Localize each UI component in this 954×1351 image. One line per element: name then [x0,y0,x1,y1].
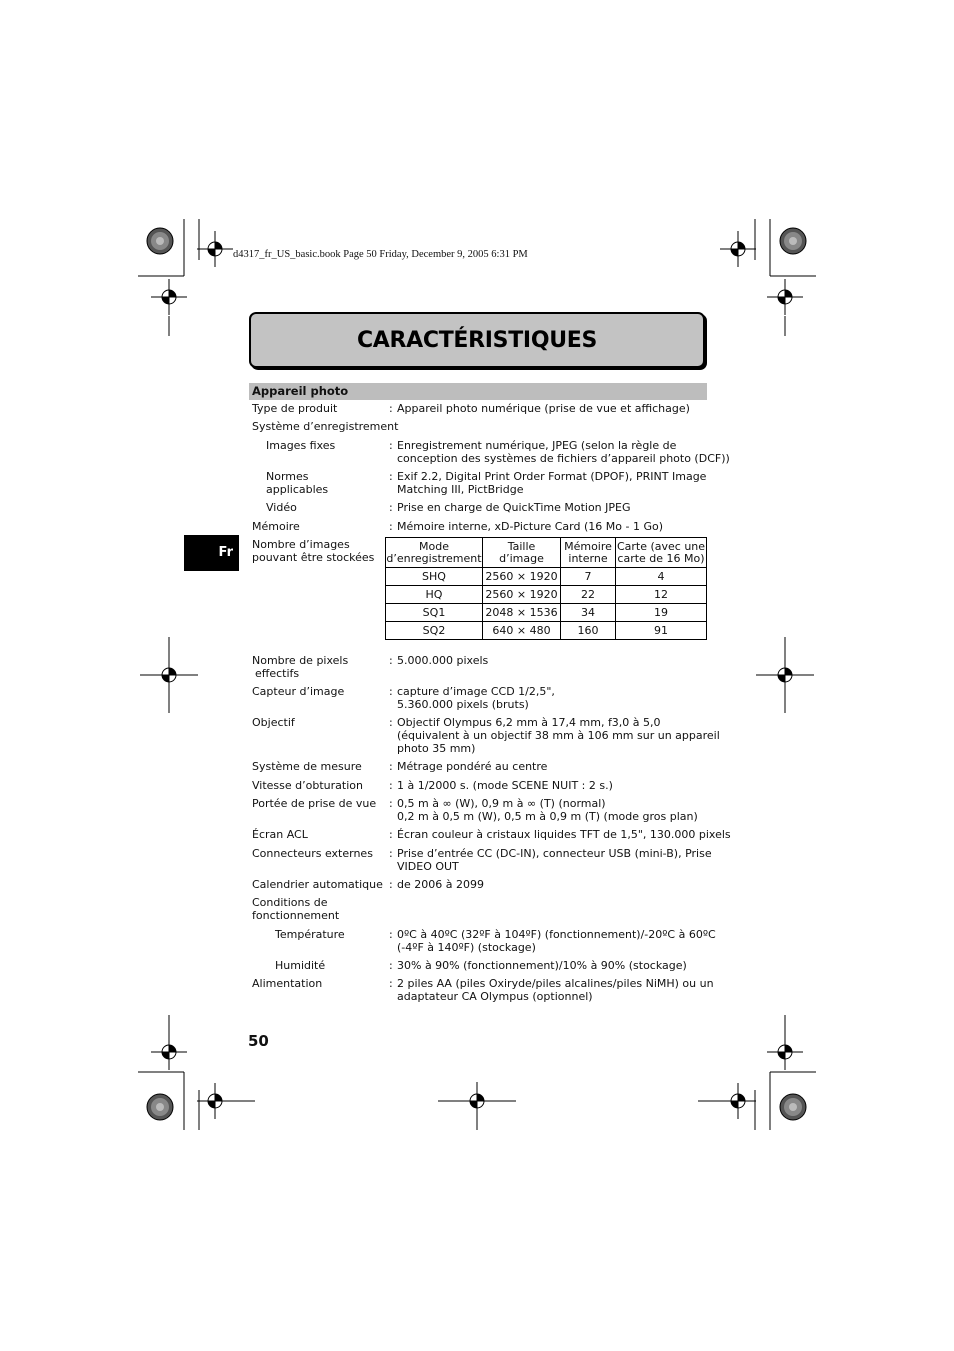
spec-label-humidite: Humidité [275,959,326,972]
spec-label-line: applicables [266,483,329,496]
table-row [386,568,707,586]
colon: : [389,847,393,860]
language-tab-label: Fr [218,545,233,560]
spec-label-temperature: Température [275,928,345,941]
colon: : [389,470,393,483]
table-row [386,622,707,640]
spec-value-humidite: 30% à 90% (fonctionnement)/10% à 90% (stockage) [397,959,687,972]
spec-label-calendrier: Calendrier automatique [252,878,383,891]
page-title: CARACTÉRISTIQUES [356,327,598,353]
colon: : [389,402,393,415]
spec-value-pixels: 5.000.000 pixels [397,654,489,667]
spec-value-line: Prise d’entrée CC (DC-IN), connecteur USB (mini-B), Prise [397,847,712,860]
spec-value-portee [397,797,698,823]
spec-value-calendrier: de 2006 à 2099 [397,878,484,891]
spec-label-systeme-enr: Système d’enregistrement [252,420,399,433]
colon: : [389,779,393,792]
spec-value-line: 2 piles AA (piles Oxiryde/piles alcalines/piles NiMH) ou un [397,977,714,990]
colon: : [389,685,393,698]
spec-label-images-fixes: Images fixes [266,439,336,452]
print-info: d4317_fr_US_basic.book Page 50 Friday, December 9, 2005 6:31 PM [233,249,528,260]
spec-value-line: 0ºC à 40ºC (32ºF à 104ºF) (fonctionnement)/-20ºC à 60ºC [397,928,716,941]
table-cell: SQ1 [386,604,483,622]
spec-label-portee: Portée de prise de vue [252,797,377,810]
spec-label-connecteurs: Connecteurs externes [252,847,373,860]
spec-value-line: conception des systèmes de fichiers d’appareil photo (DCF)) [397,452,730,465]
spec-value-ecran: Écran couleur à cristaux liquides TFT de 1,5", 130.000 pixels [397,828,731,841]
spec-value-memoire: Mémoire interne, xD-Picture Card (16 Mo - 1 Go) [397,520,663,533]
spec-value-images-fixes [397,439,730,465]
spec-value-alimentation [397,977,714,1003]
spec-value-line: 5.360.000 pixels (bruts) [397,698,529,711]
colon: : [389,520,393,533]
spec-value-line: (équivalent à un objectif 38 mm à 106 mm sur un appareil [397,729,720,742]
table-cell: 22 [561,586,616,604]
spec-value-line: Matching III, PictBridge [397,483,524,496]
table-cell: SQ2 [386,622,483,640]
spec-label-alimentation: Alimentation [252,977,323,990]
spec-value-temperature [397,928,716,954]
table-cell: 640 × 480 [483,622,561,640]
table-header-cell: Mémoire interne [561,538,616,568]
spec-label-memoire: Mémoire [252,520,300,533]
table-cell: 19 [616,604,707,622]
colon: : [389,959,393,972]
colon: : [389,654,393,667]
spec-value-connecteurs [397,847,712,873]
colon: : [389,501,393,514]
table-cell: 34 [561,604,616,622]
colon: : [389,797,393,810]
spec-label-line: effectifs [255,667,300,680]
spec-label-line: Nombre d’images [252,538,350,551]
spec-value-capteur [397,685,555,711]
table-cell: 2560 × 1920 [483,568,561,586]
table-cell: 12 [616,586,707,604]
spec-value-line: Objectif Olympus 6,2 mm à 17,4 mm, f3,0 à 5,0 [397,716,661,729]
spec-label-pixels [252,654,348,680]
table-row [386,586,707,604]
table-cell: 91 [616,622,707,640]
spec-label-vitesse: Vitesse d’obturation [252,779,363,792]
spec-value-line: (-4ºF à 140ºF) (stockage) [397,941,536,954]
colon: : [389,828,393,841]
spec-label-line: Nombre de pixels [252,654,349,667]
storage-capacity-table [385,537,707,640]
language-tab [184,535,239,571]
spec-label-line: fonctionnement [252,909,340,922]
spec-label-type-produit: Type de produit [252,402,338,415]
spec-label-nombre-images [252,538,374,564]
spec-label-line: Conditions de [252,896,328,909]
spec-value-line: photo 35 mm) [397,742,476,755]
spec-label-ecran: Écran ACL [252,828,308,841]
spec-value-type-produit: Appareil photo numérique (prise de vue et affichage) [397,402,690,415]
table-cell: 7 [561,568,616,586]
colon: : [389,928,393,941]
spec-value-line: VIDEO OUT [397,860,459,873]
table-cell: HQ [386,586,483,604]
spec-label-line: Normes [266,470,309,483]
page-number: 50 [248,1032,269,1050]
section-header [249,383,707,400]
table-row [386,604,707,622]
spec-value-line: 0,5 m à ∞ (W), 0,9 m à ∞ (T) (normal) [397,797,606,810]
table-cell: SHQ [386,568,483,586]
colon: : [389,977,393,990]
spec-label-conditions [252,896,339,922]
spec-value-line: adaptateur CA Olympus (optionnel) [397,990,593,1003]
spec-label-objectif: Objectif [252,716,295,729]
spec-value-video: Prise en charge de QuickTime Motion JPEG [397,501,631,514]
table-header-cell: Taille d’image [483,538,561,568]
spec-label-video: Vidéo [266,501,297,514]
table-cell: 2560 × 1920 [483,586,561,604]
table-cell: 2048 × 1536 [483,604,561,622]
spec-value-objectif [397,716,720,755]
table-header-row [386,538,707,568]
spec-label-line: pouvant être stockées [252,551,375,564]
colon: : [389,439,393,452]
spec-label-capteur: Capteur d’image [252,685,345,698]
spec-value-vitesse: 1 à 1/2000 s. (mode SCENE NUIT : 2 s.) [397,779,613,792]
colon: : [389,878,393,891]
table-cell: 160 [561,622,616,640]
spec-label-mesure: Système de mesure [252,760,362,773]
table-header-cell: Mode d’enregistrement [386,538,483,568]
spec-value-normes [397,470,706,496]
table-cell: 4 [616,568,707,586]
table-header-cell: Carte (avec une carte de 16 Mo) [616,538,707,568]
colon: : [389,760,393,773]
title-banner [249,312,705,368]
spec-label-normes [266,470,328,496]
colon: : [389,716,393,729]
section-title: Appareil photo [252,384,349,398]
spec-value-mesure: Métrage pondéré au centre [397,760,548,773]
spec-value-line: 0,2 m à 0,5 m (W), 0,5 m à 0,9 m (T) (mode gros plan) [397,810,698,823]
spec-value-line: Enregistrement numérique, JPEG (selon la règle de [397,439,677,452]
spec-value-line: Exif 2.2, Digital Print Order Format (DPOF), PRINT Image [397,470,707,483]
spec-value-line: capture d’image CCD 1/2,5", [397,685,555,698]
